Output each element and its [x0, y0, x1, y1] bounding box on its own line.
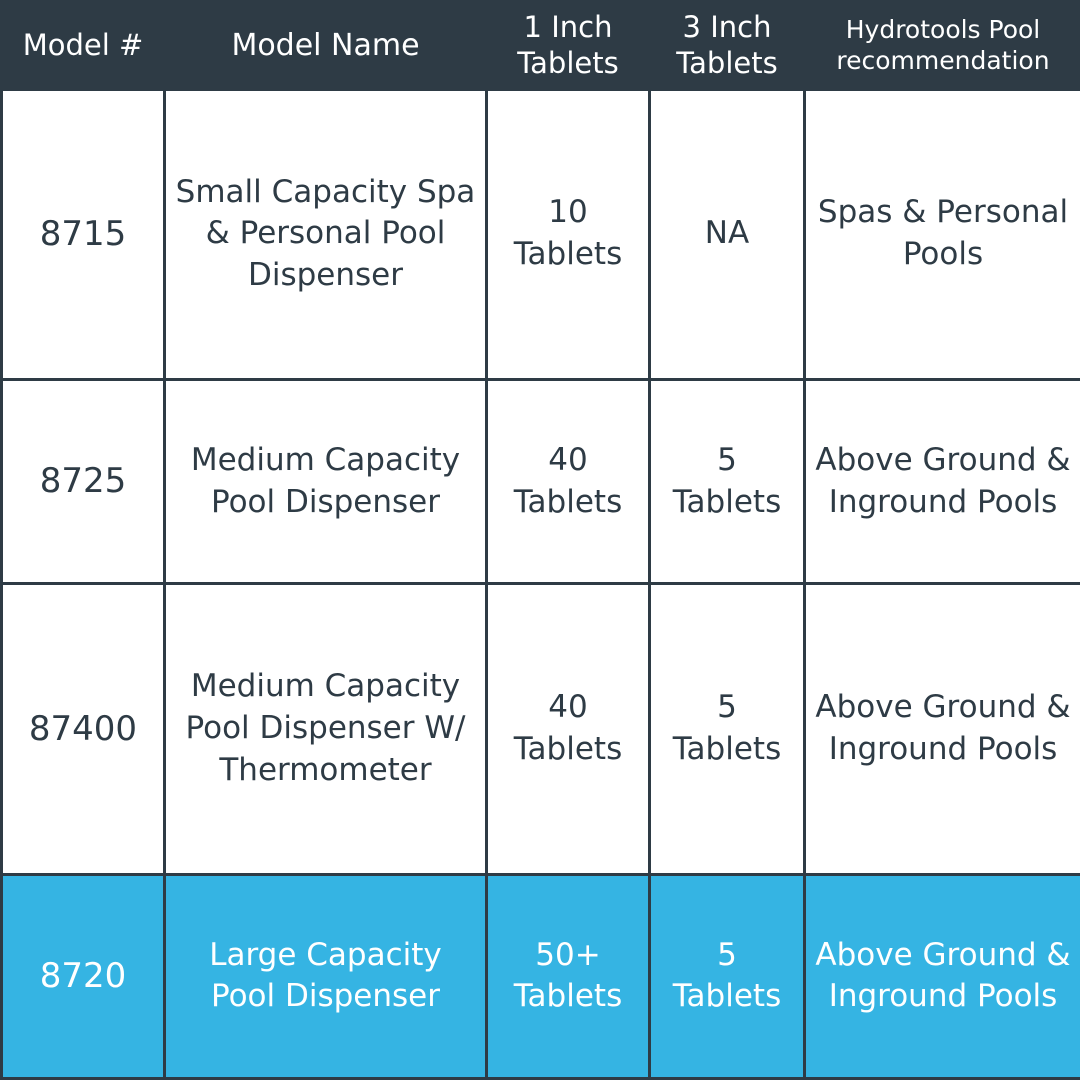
column-header-one-inch-tablets: 1 Inch Tablets: [487, 2, 650, 90]
column-header-recommendation: Hydrotools Pool recommendation: [805, 2, 1080, 90]
cell-recommendation: Spas & Personal Pools: [805, 89, 1080, 380]
cell-model-name: Large Capacity Pool Dispenser: [165, 874, 487, 1078]
column-header-model-number: Model #: [2, 2, 165, 90]
cell-recommendation: Above Ground & Inground Pools: [805, 380, 1080, 584]
cell-recommendation: Above Ground & Inground Pools: [805, 874, 1080, 1078]
table-header-row: [2, 2, 1080, 90]
column-header-model-name: Model Name: [165, 2, 487, 90]
cell-three-inch-tablets: 5 Tablets: [650, 874, 805, 1078]
cell-three-inch-tablets: NA: [650, 89, 805, 380]
column-header-three-inch-tablets: 3 Inch Tablets: [650, 2, 805, 90]
table-row: [2, 89, 1080, 380]
cell-model-number: 8715: [2, 89, 165, 380]
table-header: [2, 2, 1080, 90]
cell-model-number: 87400: [2, 584, 165, 875]
cell-three-inch-tablets: 5 Tablets: [650, 380, 805, 584]
table-row: [2, 584, 1080, 875]
cell-one-inch-tablets: 40 Tablets: [487, 380, 650, 584]
cell-one-inch-tablets: 40 Tablets: [487, 584, 650, 875]
table-row: [2, 380, 1080, 584]
cell-model-name: Medium Capacity Pool Dispenser: [165, 380, 487, 584]
table-row-highlighted: [2, 874, 1080, 1078]
cell-model-name: Small Capacity Spa & Personal Pool Dispenser: [165, 89, 487, 380]
cell-one-inch-tablets: 50+ Tablets: [487, 874, 650, 1078]
cell-model-number: 8720: [2, 874, 165, 1078]
table-body: [2, 89, 1080, 1079]
cell-model-number: 8725: [2, 380, 165, 584]
cell-three-inch-tablets: 5 Tablets: [650, 584, 805, 875]
cell-model-name: Medium Capacity Pool Dispenser W/ Thermometer: [165, 584, 487, 875]
cell-one-inch-tablets: 10 Tablets: [487, 89, 650, 380]
cell-recommendation: Above Ground & Inground Pools: [805, 584, 1080, 875]
